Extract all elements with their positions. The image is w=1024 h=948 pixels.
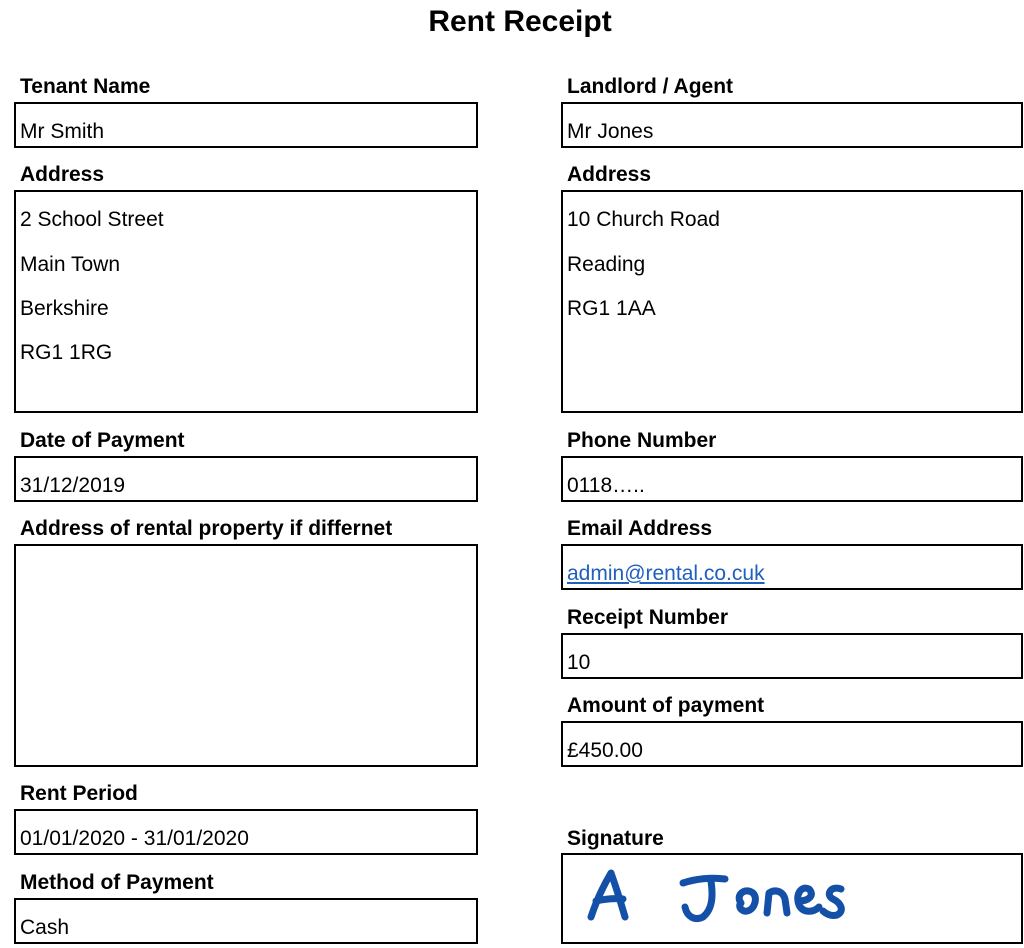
method-of-payment-value: Cash [20, 916, 70, 939]
rent-period-field[interactable] [14, 809, 478, 855]
date-of-payment-label: Date of Payment [20, 429, 185, 452]
rental-property-address-label: Address of rental property if differnet [20, 517, 393, 540]
tenant-name-value: Mr Smith [20, 120, 104, 143]
rent-period-label: Rent Period [20, 782, 138, 805]
landlord-field[interactable] [561, 102, 1023, 148]
date-of-payment-value: 31/12/2019 [20, 474, 126, 497]
phone-number-value: 0118….. [567, 474, 645, 497]
rent-period-value: 01/01/2020 - 31/01/2020 [20, 827, 249, 850]
signature-field[interactable] [561, 853, 1023, 944]
amount-of-payment-field[interactable] [561, 721, 1023, 767]
date-of-payment-field[interactable] [14, 456, 478, 502]
email-address-link[interactable]: admin@rental.co.cuk [567, 562, 765, 585]
landlord-address-field[interactable] [561, 190, 1023, 413]
tenant-address-line-4: RG1 1RG [20, 341, 113, 364]
phone-number-label: Phone Number [567, 429, 717, 452]
signature-label: Signature [567, 827, 664, 850]
method-of-payment-field[interactable] [14, 898, 478, 944]
tenant-address-line-2: Main Town [20, 253, 120, 276]
landlord-label: Landlord / Agent [567, 75, 734, 98]
tenant-address-line-3: Berkshire [20, 297, 109, 320]
landlord-address-label: Address [567, 163, 652, 186]
tenant-address-field[interactable] [14, 190, 478, 413]
tenant-name-label: Tenant Name [20, 75, 151, 98]
email-address-field[interactable] [561, 544, 1023, 590]
tenant-address-label: Address [20, 163, 105, 186]
amount-of-payment-value: £450.00 [567, 739, 643, 762]
landlord-value: Mr Jones [567, 120, 654, 143]
rental-property-address-field[interactable] [14, 544, 478, 767]
amount-of-payment-label: Amount of payment [567, 694, 765, 717]
email-address-label: Email Address [567, 517, 713, 540]
receipt-number-field[interactable] [561, 633, 1023, 679]
tenant-name-field[interactable] [14, 102, 478, 148]
handwritten-signature [563, 855, 1021, 942]
landlord-address-line-1: 10 Church Road [567, 208, 720, 231]
receipt-number-label: Receipt Number [567, 606, 729, 629]
method-of-payment-label: Method of Payment [20, 871, 214, 894]
page-title: Rent Receipt [428, 5, 612, 38]
landlord-address-line-3: RG1 1AA [567, 297, 656, 320]
phone-number-field[interactable] [561, 456, 1023, 502]
receipt-number-value: 10 [567, 651, 591, 674]
landlord-address-line-2: Reading [567, 253, 646, 276]
tenant-address-line-1: 2 School Street [20, 208, 164, 231]
